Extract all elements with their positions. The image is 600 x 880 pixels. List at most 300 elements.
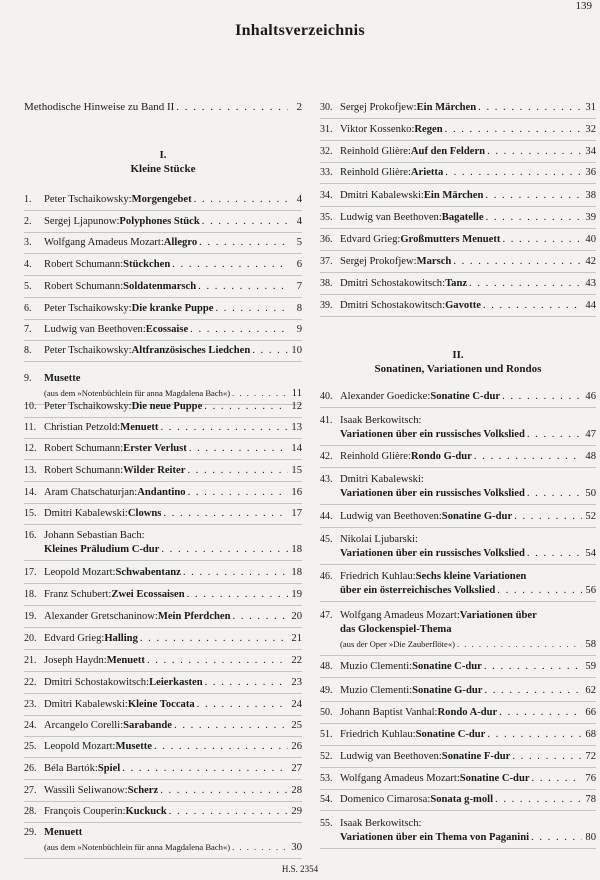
entry-title: Leierkasten [149, 677, 203, 688]
leader-dots [457, 637, 582, 651]
page-ref: 54 [585, 548, 596, 559]
leader-dots [205, 676, 288, 690]
leader-dots [469, 277, 582, 291]
page-ref: 13 [291, 422, 302, 433]
page-ref: 4 [296, 194, 302, 205]
toc-entry [24, 215, 302, 233]
page-ref: 24 [291, 699, 302, 710]
leader-dots [499, 706, 582, 720]
entry-composer: Johann Sebastian Bach: [44, 530, 145, 541]
entry-composer: Reinhold Glière: [340, 167, 411, 178]
entry-composer: Robert Schumann: [44, 465, 124, 476]
leader-dots [232, 386, 288, 400]
toc-entry [24, 566, 302, 584]
entry-number: 46. [320, 571, 333, 582]
entry-title: Allegro [163, 237, 198, 248]
toc-entry [24, 323, 302, 341]
entry-title: Musette [115, 741, 152, 752]
leader-dots [188, 486, 288, 500]
entry-title: Sonatine C-dur [412, 661, 482, 672]
entry-composer: Johann Baptist Vanhal: [340, 707, 438, 718]
leader-dots [174, 719, 288, 733]
leader-dots [532, 772, 582, 786]
entry-number: 9. [24, 373, 32, 384]
page-ref: 39 [585, 212, 596, 223]
toc-entry [320, 101, 596, 119]
toc-entry [24, 442, 302, 460]
leader-dots [502, 233, 582, 247]
toc-entry [24, 193, 302, 211]
leader-dots [160, 784, 288, 798]
entry-title: Bagatelle [441, 212, 484, 223]
toc-entry [24, 719, 302, 737]
entry-composer: Wassili Seliwanow: [44, 785, 128, 796]
entry-composer: Peter Tschaikowsky: [44, 401, 132, 412]
toc-entry [320, 233, 596, 251]
leader-dots [202, 215, 288, 229]
entry-title: Altfranzösisches Liedchen [131, 345, 251, 356]
entry-title: Sonatine F-dur [441, 751, 511, 762]
toc-entry [320, 145, 596, 163]
toc-entry [320, 609, 596, 656]
page-ref: 10 [291, 345, 302, 356]
entry-number: 10. [24, 401, 37, 412]
toc-entry [24, 507, 302, 525]
leader-dots [453, 255, 582, 269]
page-ref: 48 [585, 451, 596, 462]
leader-dots [527, 547, 582, 561]
section-name: Sonatinen, Variationen und Rondos [374, 363, 542, 375]
page-ref: 68 [585, 729, 596, 740]
entry-composer: Wolfgang Amadeus Mozart: [44, 237, 164, 248]
leader-dots [497, 584, 582, 598]
entry-number: 21. [24, 655, 37, 666]
entry-number: 49. [320, 685, 333, 696]
entry-title: Variationen über [459, 610, 537, 621]
toc-entry [24, 632, 302, 650]
entry-number: 35. [320, 212, 333, 223]
entry-number: 3. [24, 237, 32, 248]
page-ref: 6 [296, 259, 302, 270]
entry-title: Sonatine C-dur [415, 729, 486, 740]
page-ref: 62 [585, 685, 596, 696]
entry-title: Auf den Feldern [410, 146, 486, 157]
entry-composer: Viktor Kossenko: [340, 124, 415, 135]
entry-composer: Peter Tschaikowsky: [44, 345, 132, 356]
entry-number: 22. [24, 677, 37, 688]
entry-title: Halling [104, 633, 138, 644]
leader-dots [198, 280, 288, 294]
leader-dots [478, 101, 582, 115]
entry-title-continued: über ein österreichisches Volkslied [340, 585, 496, 596]
page-ref: 7 [296, 281, 302, 292]
leader-dots [502, 390, 582, 404]
leader-dots [176, 100, 288, 114]
leader-dots [487, 728, 582, 742]
toc-entry [320, 189, 596, 207]
toc-entry [320, 123, 596, 141]
page-ref: 29 [291, 806, 302, 817]
page-ref: 18 [291, 544, 302, 555]
toc-entry [24, 762, 302, 780]
entry-number: 43. [320, 474, 333, 485]
entry-number: 13. [24, 465, 37, 476]
entry-composer: Wolfgang Amadeus Mozart: [340, 773, 460, 784]
leader-dots [169, 805, 288, 819]
entry-composer: Robert Schumann: [44, 259, 124, 270]
entry-composer: Christian Petzold: [44, 422, 121, 433]
entry-number: 32. [320, 146, 333, 157]
leader-dots [199, 236, 288, 250]
page-ref: 47 [585, 429, 596, 440]
entry-number: 28. [24, 806, 37, 817]
entry-title: Clowns [127, 508, 162, 519]
entry-source-note: (aus dem »Notenbüchlein für anna Magdalena Bach«) [44, 842, 231, 852]
page-ref: 11 [291, 388, 302, 399]
leader-dots [445, 166, 582, 180]
entry-composer: Domenico Cimarosa: [340, 794, 431, 805]
entry-title: Sonatine G-dur [412, 685, 483, 696]
page-ref: 14 [291, 443, 302, 454]
page-ref: 27 [291, 763, 302, 774]
page-ref: 19 [291, 589, 302, 600]
entry-composer: Dmitri Schostakowitsch: [44, 677, 150, 688]
toc-entry [320, 570, 596, 602]
entry-number: 51. [320, 729, 333, 740]
leader-dots [487, 145, 582, 159]
entry-number: 5. [24, 281, 32, 292]
toc-entry [24, 784, 302, 802]
entry-title: Variationen über ein russisches Volkslied [340, 429, 525, 440]
toc-entry [320, 706, 596, 724]
leader-dots [194, 193, 288, 207]
entry-composer: Ludwig van Beethoven: [340, 511, 442, 522]
toc-entry [320, 510, 596, 528]
page-ref: 26 [291, 741, 302, 752]
intro-label: Methodische Hinweise zu Band II [24, 101, 175, 113]
leader-dots [232, 840, 288, 854]
entry-title: Sonatine C-dur [430, 391, 501, 402]
entry-title: Schwabentanz [115, 567, 181, 578]
entry-number: 23. [24, 699, 37, 710]
entry-composer: Robert Schumann: [44, 281, 124, 292]
entry-number: 1. [24, 194, 32, 205]
page-ref: 72 [585, 751, 596, 762]
leader-dots [484, 660, 582, 674]
entry-number: 38. [320, 278, 333, 289]
toc-entry [320, 793, 596, 811]
entry-number: 12. [24, 443, 37, 454]
toc-entry [320, 277, 596, 295]
entry-composer: Isaak Berkowitsch: [340, 818, 422, 829]
entry-composer: François Couperin: [44, 806, 126, 817]
entry-composer: Sergej Prokofjew: [340, 256, 417, 267]
entry-composer: Muzio Clementi: [340, 685, 413, 696]
page-ref: 12 [291, 401, 302, 412]
entry-title: Großmutters Menuett [400, 234, 501, 245]
entry-number: 11. [24, 422, 37, 433]
leader-dots [140, 632, 288, 646]
entry-title: Tanz [445, 278, 468, 289]
entry-title: Polyphones Stück [119, 216, 200, 227]
entry-title: Arietta [410, 167, 444, 178]
leader-dots [486, 211, 582, 225]
entry-title: Sechs kleine Variationen [415, 571, 527, 582]
toc-entry [24, 826, 302, 859]
leader-dots [204, 400, 288, 414]
leader-dots [215, 302, 288, 316]
leader-dots [252, 344, 288, 358]
entry-number: 25. [24, 741, 37, 752]
leader-dots [161, 543, 288, 557]
page-ref: 80 [585, 832, 596, 843]
section-roman: II. [452, 349, 464, 361]
leader-dots [233, 610, 288, 624]
entry-number: 20. [24, 633, 37, 644]
entry-title: Ein Märchen [423, 190, 484, 201]
leader-dots [163, 507, 288, 521]
entry-composer: Leopold Mozart: [44, 567, 116, 578]
page-ref: 50 [585, 488, 596, 499]
leader-dots [531, 831, 582, 845]
toc-entry [24, 258, 302, 276]
toc-entry [320, 533, 596, 565]
toc-entry [320, 772, 596, 790]
leader-dots [160, 421, 288, 435]
entry-title: Variationen über ein russisches Volkslied [340, 488, 525, 499]
entry-title: Scherz [127, 785, 159, 796]
page-ref: 38 [585, 190, 596, 201]
entry-composer: Franz Schubert: [44, 589, 112, 600]
page-ref: 18 [291, 567, 302, 578]
toc-entry [24, 302, 302, 320]
page-ref: 2 [296, 101, 302, 113]
entry-title: Sonata g-moll [430, 794, 494, 805]
entry-title: Soldatenmarsch [123, 281, 197, 292]
entry-number: 36. [320, 234, 333, 245]
page-ref: 56 [585, 585, 596, 596]
section-roman: I. [159, 149, 167, 161]
leader-dots [445, 123, 582, 137]
entry-composer: Dmitri Kabalewski: [44, 508, 128, 519]
entry-composer: Ludwig van Beethoven: [44, 324, 146, 335]
entry-number: 33. [320, 167, 333, 178]
entry-title: Kuckuck [125, 806, 167, 817]
page-ref: 32 [585, 124, 596, 135]
toc-entry [320, 817, 596, 849]
entry-composer: Edvard Grieg: [340, 234, 401, 245]
entry-title: Mein Pferdchen [157, 611, 231, 622]
toc-entry [24, 610, 302, 628]
entry-title: Regen [414, 124, 443, 135]
entry-title: Variationen über ein Thema von Paganini [340, 832, 530, 843]
toc-entry [24, 654, 302, 672]
entry-title: Gavotte [445, 300, 481, 311]
entry-title: Erster Verlust [123, 443, 187, 454]
entry-number: 48. [320, 661, 333, 672]
page-ref: 58 [585, 639, 596, 650]
page-ref: 17 [291, 508, 302, 519]
entry-composer: Béla Bartók: [44, 763, 98, 774]
entry-composer: Sergej Ljapunow: [44, 216, 120, 227]
entry-number: 26. [24, 763, 37, 774]
entry-number: 8. [24, 345, 32, 356]
entry-number: 52. [320, 751, 333, 762]
entry-title: Sonatine C-dur [459, 773, 530, 784]
toc-entry [24, 740, 302, 758]
leader-dots [514, 510, 582, 524]
entry-composer: Leopold Mozart: [44, 741, 116, 752]
leader-dots [187, 464, 288, 478]
leader-dots [527, 428, 582, 442]
entry-title: Marsch [416, 256, 452, 267]
page-ref: 4 [296, 216, 302, 227]
leader-dots [147, 654, 288, 668]
leader-dots [512, 750, 582, 764]
entry-source-note: (aus der Oper »Die Zauberflöte«) [340, 639, 456, 649]
leader-dots [154, 740, 288, 754]
page-number: 139 [575, 0, 592, 12]
entry-composer: Dmitri Schostakowitsch: [340, 300, 446, 311]
entry-composer: Edvard Grieg: [44, 633, 105, 644]
entry-title: Rondo G-dur [410, 451, 472, 462]
toc-entry [24, 280, 302, 298]
toc-entry [24, 236, 302, 254]
page-ref: 43 [585, 278, 596, 289]
entry-title: Sarabande [123, 720, 173, 731]
entry-composer: Alexander Gretschaninow: [44, 611, 158, 622]
entry-composer: Wolfgang Amadeus Mozart: [340, 610, 460, 621]
entry-title: Rondo A-dur [437, 707, 498, 718]
entry-composer: Isaak Berkowitsch: [340, 415, 422, 426]
entry-composer: Dmitri Kabalewski: [340, 474, 424, 485]
entry-title: Kleine Toccata [127, 699, 195, 710]
entry-composer: Friedrich Kuhlau: [340, 571, 416, 582]
footer-catalog-number: H.S. 2354 [281, 864, 319, 874]
page-ref: 46 [585, 391, 596, 402]
entry-number: 27. [24, 785, 37, 796]
toc-entry [320, 750, 596, 768]
intro-entry [24, 100, 302, 114]
section-heading-ii [320, 348, 596, 376]
leader-dots [122, 762, 288, 776]
entry-title: Menuett [106, 655, 145, 666]
page-ref: 9 [296, 324, 302, 335]
entry-number: 53. [320, 773, 333, 784]
entry-title: Spiel [97, 763, 121, 774]
page-title: Inhaltsverzeichnis [235, 22, 365, 39]
toc-entry [24, 805, 302, 823]
leader-dots [187, 588, 288, 602]
entry-title: Menuett [120, 422, 159, 433]
toc-entry [320, 211, 596, 229]
entry-composer: Aram Chatschaturjan: [44, 487, 138, 498]
page-ref: 34 [585, 146, 596, 157]
entry-composer: Reinhold Glière: [340, 451, 411, 462]
entry-number: 45. [320, 534, 333, 545]
section-name: Kleine Stücke [130, 163, 196, 175]
toc-entry [24, 486, 302, 504]
leader-dots [190, 323, 288, 337]
entry-number: 6. [24, 303, 32, 314]
toc-entry [320, 684, 596, 702]
entry-composer: Ludwig van Beethoven: [340, 212, 442, 223]
page-ref: 8 [296, 303, 302, 314]
entry-number: 19. [24, 611, 37, 622]
page-ref: 5 [296, 237, 302, 248]
entry-title: Ein Märchen [416, 102, 477, 113]
entry-title: Andantino [137, 487, 186, 498]
entry-number: 44. [320, 511, 333, 522]
entry-composer: Arcangelo Corelli: [44, 720, 124, 731]
entry-composer: Peter Tschaikowsky: [44, 303, 132, 314]
entry-title: Die neue Puppe [131, 401, 203, 412]
entry-composer: Dmitri Kabalewski: [340, 190, 424, 201]
leader-dots [189, 442, 288, 456]
page-ref: 76 [585, 773, 596, 784]
entry-composer: Friedrich Kuhlau: [340, 729, 416, 740]
entry-composer: Reinhold Glière: [340, 146, 411, 157]
entry-title: Die kranke Puppe [131, 303, 214, 314]
entry-number: 17. [24, 567, 37, 578]
page-ref: 36 [585, 167, 596, 178]
page-ref: 66 [585, 707, 596, 718]
leader-dots [483, 299, 582, 313]
toc-entry [24, 344, 302, 362]
entry-title: Musette [44, 373, 81, 384]
entry-composer: Dmitri Schostakowitsch: [340, 278, 446, 289]
entry-title: Stückchen [123, 259, 171, 270]
entry-title: Menuett [44, 827, 83, 838]
entry-number: 24. [24, 720, 37, 731]
toc-entry [24, 698, 302, 716]
toc-entry [24, 421, 302, 439]
entry-composer: Muzio Clementi: [340, 661, 413, 672]
entry-source-note: (aus dem »Notenbüchlein für anna Magdalena Bach«) [44, 388, 231, 398]
page-ref: 23 [291, 677, 302, 688]
page-ref: 20 [291, 611, 302, 622]
entry-title: Kleines Präludium C-dur [44, 544, 160, 555]
entry-number: 55. [320, 818, 333, 829]
page-ref: 28 [291, 785, 302, 796]
entry-number: 16. [24, 530, 37, 541]
page-ref: 22 [291, 655, 302, 666]
entry-title: Zwei Ecossaisen [111, 589, 185, 600]
page-ref: 59 [585, 661, 596, 672]
entry-composer: Ludwig van Beethoven: [340, 751, 442, 762]
leader-dots [183, 566, 288, 580]
page-ref: 16 [291, 487, 302, 498]
entry-composer: Alexander Goedicke: [340, 391, 431, 402]
entry-number: 15. [24, 508, 37, 519]
toc-entry [320, 299, 596, 317]
entry-number: 39. [320, 300, 333, 311]
toc-entry [24, 676, 302, 694]
toc-entry [24, 464, 302, 482]
entry-number: 2. [24, 216, 32, 227]
page-ref: 15 [291, 465, 302, 476]
page-ref: 44 [585, 300, 596, 311]
entry-number: 4. [24, 259, 32, 270]
entry-title-continued: das Glockenspiel-Thema [340, 624, 452, 635]
page-ref: 40 [585, 234, 596, 245]
entry-composer: Joseph Haydn: [44, 655, 107, 666]
entry-number: 7. [24, 324, 32, 335]
entry-number: 41. [320, 415, 333, 426]
entry-title: Ecossaise [145, 324, 189, 335]
entry-number: 54. [320, 794, 333, 805]
leader-dots [484, 684, 582, 698]
